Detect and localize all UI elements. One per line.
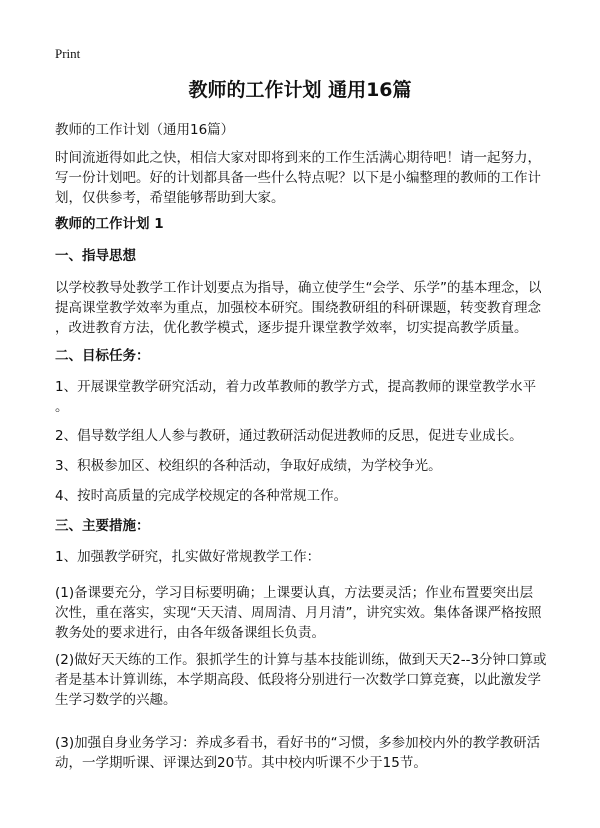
intro-paragraph [55,148,555,208]
heading-guiding-ideology: 一、指导思想 [55,248,136,264]
document-title: 教师的工作计划 通用16篇 [188,79,412,101]
measure-item: 1、加强教学研究，扎实做好常规教学工作： [55,549,321,565]
measure-subitem: (1)备课要充分，学习目标要明确；上课要认真，方法要灵活；作业布置要突出层 次性，重在落实，实现“天天清、周周清、月月清”，讲究实效。集体备课严格按照 教务处的要求进行，由各年级备课组长负责。 [55,585,542,641]
goal-item: 2、倡导数学组人人参与教研，通过教研活动促进教师的反思，促进专业成长。 [55,428,523,444]
line: 以学校教导处教学工作计划要点为指导，确立使学生“会学、乐学”的基本理念，以 [55,280,542,296]
heading-measures: 三、主要措施： [55,518,150,534]
section-heading: 教师的工作计划 1 [55,216,164,232]
measure-subitem: (3)加强自身业务学习：养成多看书，看好书的“习惯，多参加校内外的教学教研活 动，一学期听课、评课达到20节。其中校内听课不少于15节。 [55,735,541,771]
goal-item: 4、按时高质量的完成学校规定的各种常规工作。 [55,488,348,504]
guiding-paragraph [55,278,555,338]
subtitle: 教师的工作计划（通用16篇） [55,122,235,138]
line: 时间流逝得如此之快，相信大家对即将到来的工作生活满心期待吧！请一起努力， [55,150,541,166]
line: 提高课堂教学效率为重点，加强校本研究。围绕教研组的科研课题，转变教育理念 [55,300,541,316]
print-link[interactable]: Print [55,46,81,61]
line: ，改进教育方法，优化教学模式，逐步提升课堂教学效率，切实提高教学质量。 [55,320,528,336]
goal-item: 3、积极参加区、校组织的各种活动，争取好成绩，为学校争光。 [55,458,442,474]
line: 写一份计划吧。好的计划都具备一些什么特点呢？以下是小编整理的教师的工作计 [55,170,541,186]
measure-subitem: (2)做好天天练的工作。狠抓学生的计算与基本技能训练，做到天天2--3分钟口算或 者是基本计算训练，本学期高段、低段将分别进行一次数学口算竞赛，以此激发学 生学习数学的兴趣。 [55,652,547,708]
heading-goals: 二、目标任务： [55,348,150,364]
goal-item: 1、开展课堂教学研究活动，着力改革教师的教学方式，提高教师的课堂教学水平 。 [55,379,537,415]
line: 划，仅供参考，希望能够帮助到大家。 [55,190,285,206]
